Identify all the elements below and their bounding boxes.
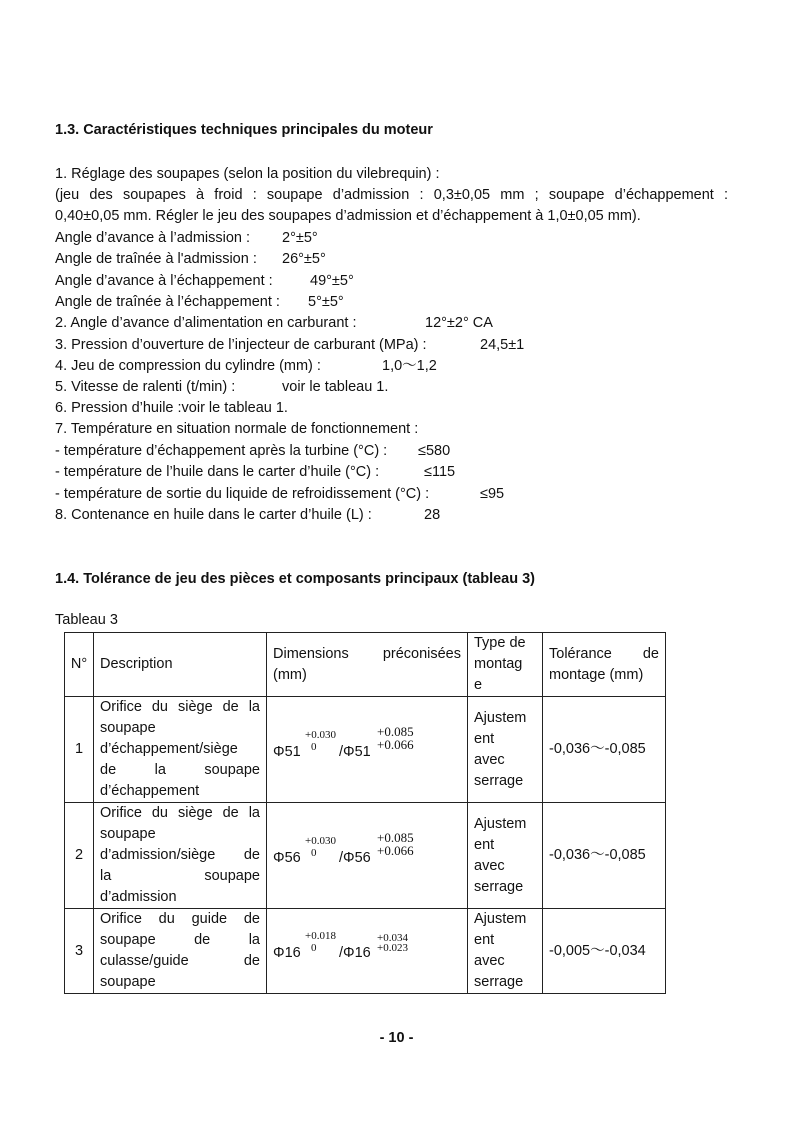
item-2-value: 12°±2° CA bbox=[425, 315, 493, 331]
item-6: 6. Pression d’huile :voir le tableau 1. bbox=[55, 400, 288, 416]
row-tolerance: -0,036～-0,085 bbox=[543, 803, 666, 909]
item-7a-label: - température d’échappement après la turbine (°C) : bbox=[55, 443, 388, 459]
header-dimensions: Dimensions préconisées (mm) bbox=[267, 633, 468, 697]
item-7c-label: - température de sortie du liquide de refroidissement (°C) : bbox=[55, 486, 430, 502]
angle-admission-trail-value: 26°±5° bbox=[282, 251, 326, 267]
angle-admission-advance-label: Angle d’avance à l’admission : bbox=[55, 230, 251, 246]
row-description: Orifice du siège de la soupape d’échappement/siège de la soupape d’échappement bbox=[94, 697, 267, 803]
header-num: N° bbox=[65, 633, 94, 697]
angle-exhaust-trail-label: Angle de traînée à l’échappement : bbox=[55, 294, 280, 310]
angle-exhaust-advance-label: Angle d’avance à l’échappement : bbox=[55, 273, 273, 289]
item-1-line-2: (jeu des soupapes à froid : soupape d’admission : 0,3±0,05 mm ; soupape d’échappement : bbox=[55, 187, 729, 203]
angle-admission-trail-label: Angle de traînée à l'admission : bbox=[55, 251, 257, 267]
row-num: 3 bbox=[65, 909, 94, 994]
table-row bbox=[65, 803, 666, 909]
angle-admission-advance-value: 2°±5° bbox=[282, 230, 318, 246]
row-num: 1 bbox=[65, 697, 94, 803]
section-1-4-heading: 1.4. Tolérance de jeu des pièces et composants principaux (tableau 3) bbox=[55, 571, 536, 587]
item-4-value: 1,0～1,2 bbox=[382, 358, 437, 374]
table-row bbox=[65, 909, 666, 994]
item-4-label: 4. Jeu de compression du cylindre (mm) : bbox=[55, 358, 321, 374]
row-dimensions: +0.030 Φ51 0 +0.085 /Φ51 +0.066 bbox=[267, 697, 468, 803]
tolerance-table bbox=[64, 632, 666, 994]
angle-exhaust-trail-value: 5°±5° bbox=[308, 294, 344, 310]
row-dimensions: +0.030 Φ56 0 +0.085 /Φ56 +0.066 bbox=[267, 803, 468, 909]
header-tolerance: Tolérance de montage (mm) bbox=[543, 633, 666, 697]
item-7c-value: ≤95 bbox=[480, 486, 505, 502]
item-7b-label: - température de l’huile dans le carter d’huile (°C) : bbox=[55, 464, 380, 480]
item-1-title: 1. Réglage des soupapes (selon la position du vilebrequin) : bbox=[55, 166, 440, 182]
row-num: 2 bbox=[65, 803, 94, 909]
item-7-title: 7. Température en situation normale de fonctionnement : bbox=[55, 421, 419, 437]
angle-exhaust-advance-value: 49°±5° bbox=[310, 273, 354, 289]
item-5-value: voir le tableau 1. bbox=[282, 379, 389, 395]
item-1-line-3: 0,40±0,05 mm. Régler le jeu des soupapes d’admission et d’échappement à 1,0±0,05 mm). bbox=[55, 208, 641, 224]
row-dimensions: +0.018 Φ16 0 +0.034 /Φ16 +0.023 bbox=[267, 909, 468, 994]
header-description: Description bbox=[94, 633, 267, 697]
row-type: Ajustem ent avec serrage bbox=[468, 909, 543, 994]
row-description: Orifice du guide de soupape de la culasse/guide de soupape bbox=[94, 909, 267, 994]
item-3-value: 24,5±1 bbox=[480, 337, 525, 353]
row-tolerance: -0,036～-0,085 bbox=[543, 697, 666, 803]
row-type: Ajustem ent avec serrage bbox=[468, 803, 543, 909]
section-1-3-heading: 1.3. Caractéristiques techniques principales du moteur bbox=[55, 122, 433, 138]
item-7a-value: ≤580 bbox=[418, 443, 451, 459]
item-3-label: 3. Pression d’ouverture de l’injecteur de carburant (MPa) : bbox=[55, 337, 427, 353]
row-description: Orifice du siège de la soupape d’admission/siège de la soupape d’admission bbox=[94, 803, 267, 909]
item-2-label: 2. Angle d’avance d’alimentation en carburant : bbox=[55, 315, 357, 331]
row-type: Ajustem ent avec serrage bbox=[468, 697, 543, 803]
table-caption: Tableau 3 bbox=[55, 612, 118, 628]
item-5-label: 5. Vitesse de ralenti (t/min) : bbox=[55, 379, 236, 395]
header-type: Type de montag e bbox=[468, 633, 543, 697]
page-number: - 10 - bbox=[379, 1030, 414, 1046]
item-8-value: 28 bbox=[424, 507, 441, 523]
table-header-row bbox=[65, 633, 666, 697]
row-tolerance: -0,005～-0,034 bbox=[543, 909, 666, 994]
item-7b-value: ≤115 bbox=[424, 464, 456, 480]
table-row bbox=[65, 697, 666, 803]
item-8-label: 8. Contenance en huile dans le carter d’huile (L) : bbox=[55, 507, 372, 523]
